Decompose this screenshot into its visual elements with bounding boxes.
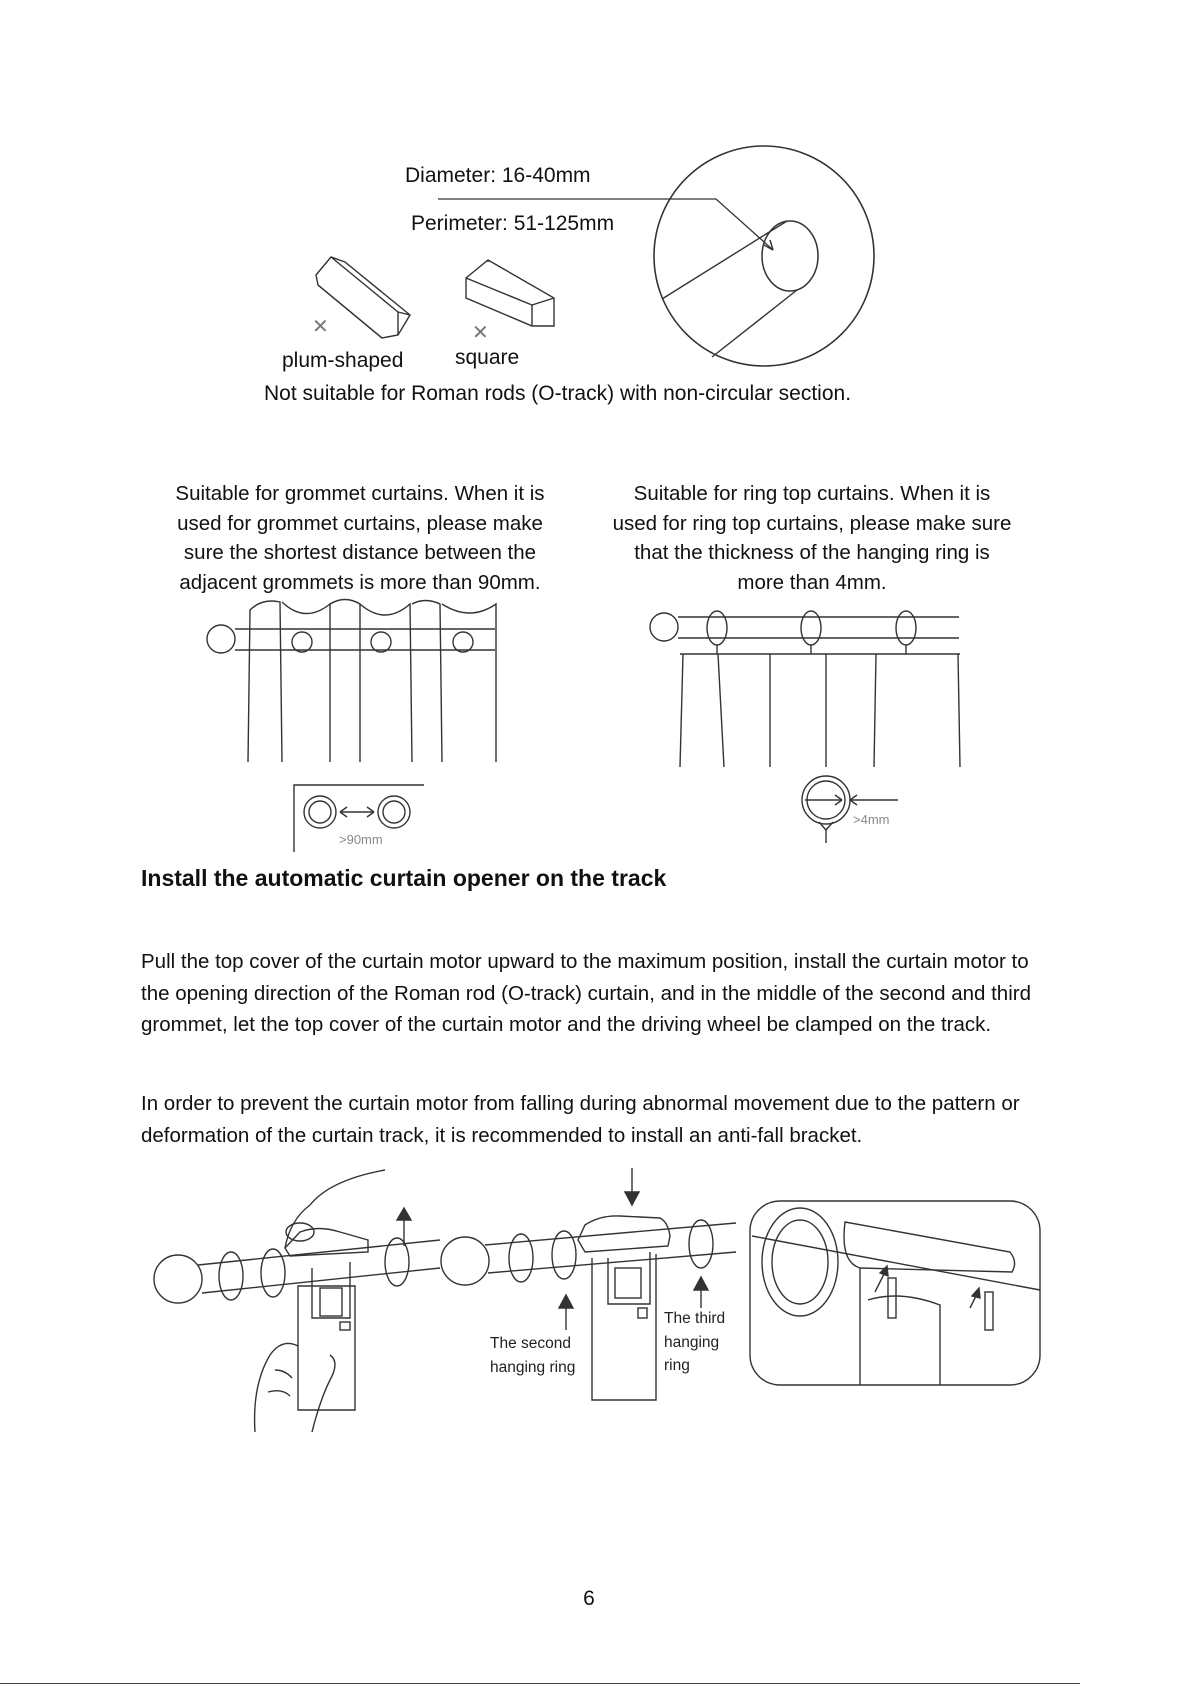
label-line: hanging xyxy=(664,1333,720,1351)
label-line: The second xyxy=(490,1335,571,1352)
label-line: hanging ring xyxy=(490,1358,576,1376)
section-heading: Install the automatic curtain opener on the track xyxy=(141,865,667,891)
instruction-paragraph: Pull the top cover of the curtain motor upward to the maximum position, install the curtain motor to the opening direction of the Roman rod (O-track) curtain, and in the middle of the second and third grommet, let the top cover of the curtain motor and the driving wheel be clamped on the track. xyxy=(141,950,1031,1036)
page-bottom-rule xyxy=(0,1683,1080,1684)
ring-thickness-label: >4mm xyxy=(853,812,890,827)
diameter-label: Diameter: 16-40mm xyxy=(405,164,591,187)
caption-line: more than 4mm. xyxy=(737,570,887,594)
caption-line: Suitable for ring top curtains. When it is xyxy=(633,482,991,505)
perimeter-label: Perimeter: 51-125mm xyxy=(411,212,615,235)
caption-line: used for ring top curtains, please make sure xyxy=(612,511,1012,535)
caption-line: Suitable for grommet curtains. When it is xyxy=(175,482,545,505)
anti-fall-paragraph: In order to prevent the curtain motor from falling during abnormal movement due to the pattern or deformation of the curtain track, it is recommended to install an anti-fall bracket. xyxy=(141,1092,1020,1147)
caption-line: adjacent grommets is more than 90mm. xyxy=(179,570,541,594)
plum-shaped-label: plum-shaped xyxy=(282,349,404,372)
cross-icon: ✕ xyxy=(312,316,329,338)
caption-line: that the thickness of the hanging ring is xyxy=(634,541,990,564)
third-ring-label xyxy=(664,1307,725,1378)
label-line: ring xyxy=(664,1357,690,1374)
grommet-distance-label: >90mm xyxy=(339,832,383,847)
second-ring-label xyxy=(490,1332,575,1379)
label-line: The third xyxy=(664,1310,726,1327)
square-label: square xyxy=(455,346,520,369)
cross-icon: ✕ xyxy=(472,322,489,344)
rod-note: Not suitable for Roman rods (O-track) with non-circular section. xyxy=(264,382,852,405)
caption-line: used for grommet curtains, please make xyxy=(177,511,543,535)
page-number: 6 xyxy=(583,1587,595,1610)
caption-line: sure the shortest distance between the xyxy=(183,541,537,564)
